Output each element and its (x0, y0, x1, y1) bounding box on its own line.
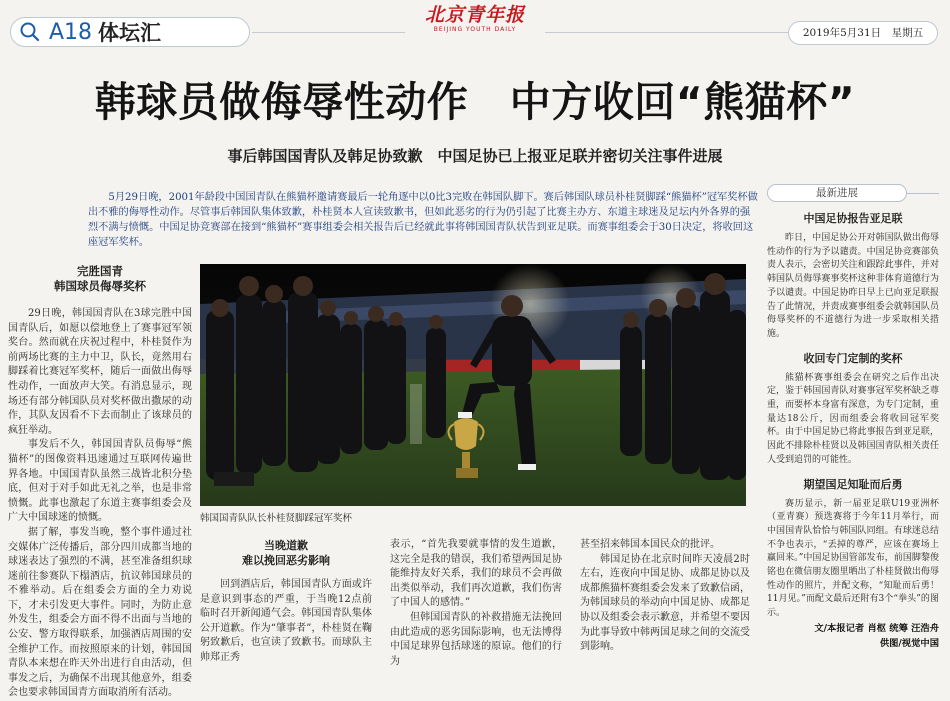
column-4 (580, 538, 750, 653)
headline: 韩球员做侮辱性动作 中方收回“熊猫杯” (94, 78, 856, 126)
col1-paragraph: 事发后不久，韩国国青队员侮辱“熊猫杯”的图像资料迅速通过互联网传遍世界各地。中国国青队虽然三战皆北积分垫底，但对于对手如此无礼之举，也是非常愤慨。此事也激起了东道主赛事组委会及广大中国球迷的愤慨。 (8, 439, 192, 524)
masthead-logo (405, 4, 545, 44)
issue-date: 2019年5月31日 星期五 (788, 21, 938, 45)
page-number: A18 (49, 19, 93, 45)
sidebar-section-title: 期望国足知耻而后勇 (803, 477, 903, 491)
sidebar-section-body: 赛历显示，新一届亚足联U19亚洲杯（亚青赛）预选赛将于今年11月举行，而中国国青队恰恰与韩国队同组。有球迷总结不争也表示，“丢掉的尊严，应该在赛场上赢回来。”中国足协国管部发布，前国脚黎俊铭也在微信朋友圈里晒出了朴桂贤做出侮辱性动作的照片，并配文称，“知耻而后勇！11月见。”而配文最后还附有3个“拳头”的图示。 (767, 498, 939, 619)
section-pill (10, 17, 250, 47)
sidebar-section-body: 熊猫杯赛事组委会在研究之后作出决定，鉴于韩国国青队对赛事冠军奖杯缺乏尊重，而要杯本身富有深意，为专门定制，重量达18公斤，因而组委会将收回冠军奖杯。由于中国足协已将此事报告到亚足联，因此不排除朴桂贤以及韩国国青队相关责任人受到追罚的可能性。 (767, 372, 939, 465)
column-3 (390, 538, 562, 667)
sidebar-section-body: 昨日，中国足协公开对韩国队做出侮辱性动作的行为予以谴责。中国足协竞赛部负责人表示，会密切关注和跟踪此事件，并对韩国队员侮辱赛事奖杯这种非体育道德行为予以谴责。中国足协昨日早上已向亚足联报告了此情况，并责成赛事组委会就韩国队员侮辱奖杯的不道德行为进一步采取相关措施。 (767, 233, 939, 339)
sidebar-latest-progress (767, 184, 939, 651)
col2-paragraph: 回到酒店后，韩国国青队方面或许是意识到事态的严重，于当晚12点前临时召开新闻通气会。韩国国青队集体公开道歉。作为“肇事者”，朴桂贤在鞠躬致歉后，也宣读了致歉书。而球队主帅郑正秀 (200, 579, 372, 663)
subheadline: 事后韩国国青队及韩足协致歉 中国足协已上报亚足联并密切关注事件进展 (227, 147, 723, 165)
sidebar-section-title: 收回专门定制的奖杯 (803, 351, 903, 365)
masthead-subtitle: BEIJING YOUTH DAILY (433, 26, 517, 33)
search-icon (19, 21, 41, 43)
col4-paragraph: 甚至招来韩国本国民众的批评。 (580, 539, 720, 550)
sidebar-badge-label: 最新进展 (767, 184, 907, 202)
col4-paragraph: 韩国足协在北京时间昨天凌晨2时左右，连夜向中国足协、成都足协以及成都熊猫杯赛组委会发来了致歉信函，为韩国球员的举动向中国足协、成都足协以及组委会表示歉意，并希望不要因为此事导致中韩两国足球之间的交流受到影响。 (580, 553, 750, 653)
photo-credit: 供图/视觉中国 (879, 637, 939, 649)
column-2 (200, 538, 372, 663)
page-header (0, 0, 950, 54)
sidebar-section-title: 中国足协报告亚足联 (803, 212, 903, 225)
news-photo (200, 264, 746, 506)
section-name: 体坛汇 (98, 21, 162, 45)
col3-paragraph: 但韩国国青队的补救措施无法挽回由此造成的恶劣国际影响，也无法博得中国足球界包括球迷的原谅。他们的行为 (390, 611, 562, 667)
col1-paragraph: 29日晚，韩国国青队在3球完胜中国国青队后，如愿以偿地登上了赛事冠军领奖台。然而就在庆祝过程中，朴桂贤作为前两场比赛的主力中卫，队长，竟然用右脚踩着比赛冠军奖杯，随后一面做出侮辱性动作，一面放声大笑。有消息显示，现场还有部分韩国队员对奖杯做出撒尿的动作，其队友因看不下去而制止了该球员的疯狂举动。 (8, 308, 192, 436)
masthead-title: 北京青年报 (424, 4, 525, 26)
lead-paragraph: 5月29日晚，2001年龄段中国国青队在熊猫杯邀请赛最后一轮角逐中以0比3完败在韩国队脚下。赛后韩国队球员朴桂贤脚踩“熊猫杯”冠军奖杯做出不雅的侮辱性动作。尽管事后韩国队集体致歉，朴桂贤本人宣读致歉书，但如此恶劣的行为仍引起了比赛主办方、东道主球迷及足坛内外各界的强烈不满与愤慨。中国足协竞赛部在接到“熊猫杯”赛事组委会相关报告后已经就此事将韩国国青队状告到亚足联。而赛事组委会于30日决定，将收回这座冠军奖杯。 (88, 192, 758, 248)
reporter-credit: 文/本报记者 肖枢 统筹 汪浩舟 (814, 622, 939, 634)
col1-title: 完胜国青 韩国球员侮辱奖杯 (54, 264, 146, 293)
col3-paragraph: 表示，“首先我要就事情的发生道歉，这完全是我的错误，我们希望两国足协能维持友好关系，我们的球员不会再做出类似举动，我们再次道歉，我们伤害了中国人的感情。” (390, 539, 562, 609)
celebration-photo-image (200, 264, 746, 506)
photo-caption: 韩国国青队队长朴桂贤脚踩冠军奖杯 (200, 513, 353, 524)
sidebar-badge (767, 184, 939, 202)
column-1 (8, 264, 192, 699)
col1-paragraph: 据了解，事发当晚，整个事件通过社交媒体广泛传播后，部分四川成都当地的球迷表达了强烈的不满，甚至准备组织球迷前往参赛队下榻酒店，抗议韩国球员的不雅举动。后在组委会方面的全力劝说下，才未引发更大事件。同时，为防止意外发生，组委会方面不得不出面与当地的公安、警方取得联系，加强酒店周围的安全维护工作。而按照原来的计划，韩国国青队本来想在昨天外出进行自由活动，但事发之后，为确保不出现其他意外，组委会也要求韩国国青方面取消所有活动。 (8, 526, 192, 699)
col2-title: 当晚道歉 难以挽回恶劣影响 (242, 539, 330, 567)
